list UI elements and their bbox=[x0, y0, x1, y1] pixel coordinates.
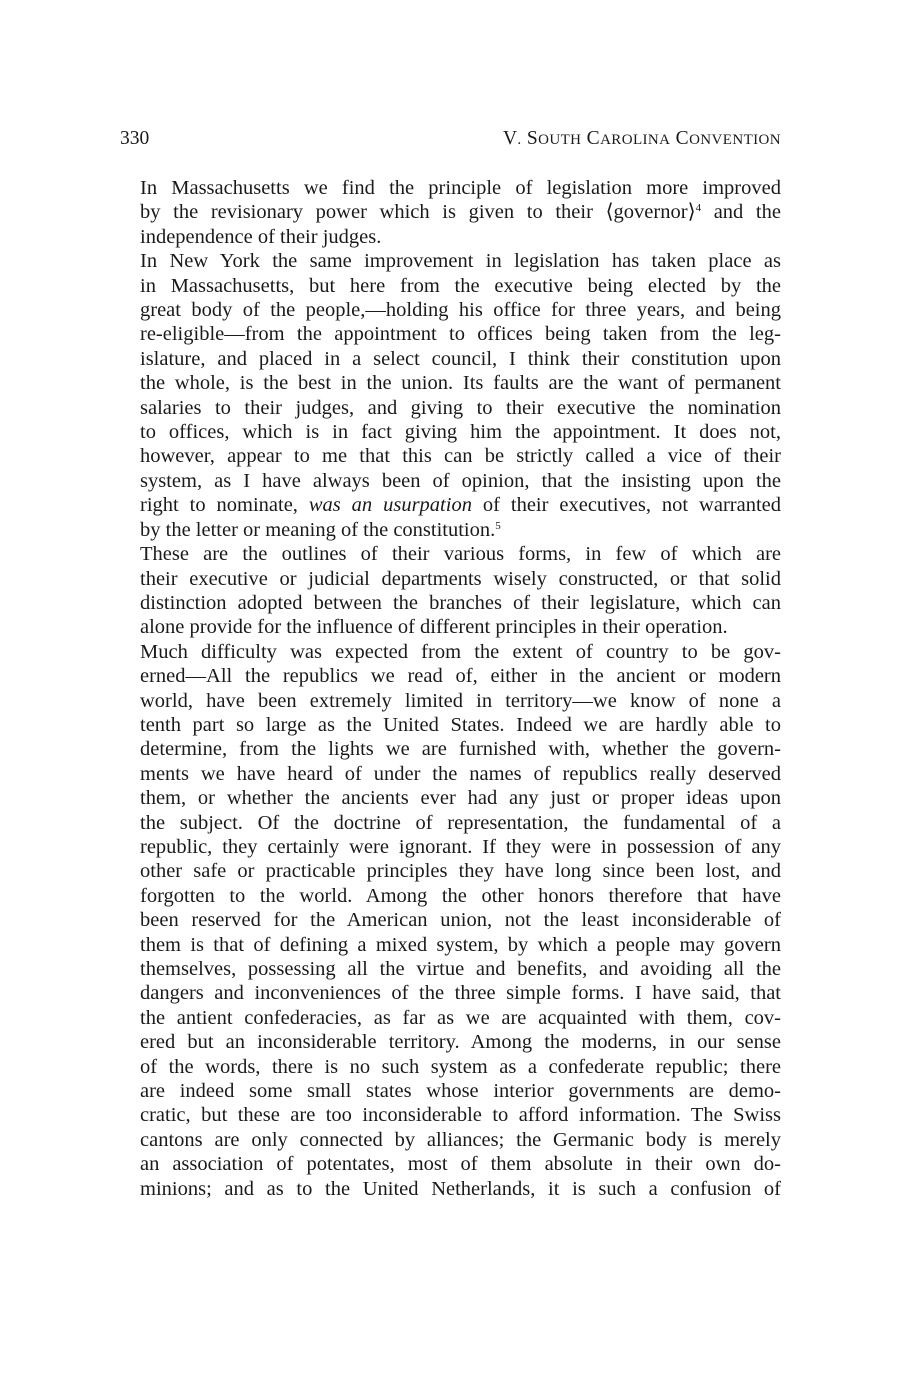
text-line: in Massachusetts, but here from the executive being elected by the bbox=[140, 274, 781, 297]
text-line: however, appear to me that this can be strictly called a vice of their bbox=[140, 445, 781, 468]
text-line: forgotten to the world. Among the other honors therefore that have bbox=[140, 884, 781, 907]
text-line: ered but an inconsiderable territory. Among the moderns, in our sense bbox=[140, 1031, 781, 1054]
text-line: system, as I have always been of opinion, that the insisting upon the bbox=[140, 469, 781, 492]
text-line: In New York the same improvement in legislation has taken place as bbox=[140, 250, 781, 273]
text-line: their executive or judicial departments wisely constructed, or that solid bbox=[140, 567, 781, 590]
text-line: tenth part so large as the United States. Indeed we are hardly able to bbox=[140, 713, 781, 736]
text-line: the whole, is the best in the union. Its faults are the want of permanent bbox=[140, 372, 781, 395]
text-line: republic, they certainly were ignorant. If they were in possession of any bbox=[140, 835, 781, 858]
text-line: alone provide for the influence of different principles in their operation. bbox=[140, 616, 728, 639]
body-text bbox=[120, 176, 781, 1201]
text-line: In Massachusetts we find the principle of legislation more improved bbox=[140, 177, 781, 199]
text-line: islature, and placed in a select council, I think their constitution upon bbox=[140, 347, 781, 370]
text-line: of the words, there is no such system as a confederate republic; there bbox=[140, 1055, 781, 1078]
paragraph-extent-of-country bbox=[120, 640, 781, 1201]
paragraph-new-york bbox=[120, 249, 781, 542]
italic-phrase: was an usurpation bbox=[308, 494, 472, 517]
text-segment: right to nominate, bbox=[140, 494, 309, 517]
paragraph-outlines bbox=[120, 542, 781, 640]
text-line: great body of the people,—holding his office for three years, and being bbox=[140, 299, 781, 322]
running-head bbox=[120, 128, 781, 156]
text-segment: of their executives, not warranted bbox=[471, 494, 781, 517]
text-segment: and the bbox=[701, 201, 781, 224]
footnote-ref: 4 bbox=[695, 202, 702, 215]
text-line: dangers and inconveniences of the three simple forms. I have said, that bbox=[140, 982, 781, 1005]
text-line: other safe or practicable principles they have long since been lost, and bbox=[140, 860, 781, 883]
text-segment: by the letter or meaning of the constitution. bbox=[140, 518, 496, 541]
text-line: ments we have heard of under the names of republics really deserved bbox=[140, 762, 781, 785]
text-line: them, or whether the ancients ever had any just or proper ideas upon bbox=[140, 787, 781, 810]
text-line: are indeed some small states whose interior governments are demo- bbox=[140, 1080, 781, 1103]
text-line: an association of potentates, most of them absolute in their own do- bbox=[140, 1153, 781, 1176]
text-line: the antient confederacies, as far as we are acquainted with them, cov- bbox=[140, 1006, 781, 1029]
text-line: world, have been extremely limited in territory—we know of none a bbox=[140, 689, 781, 712]
paragraph-massachusetts bbox=[120, 176, 781, 249]
text-line: Much difficulty was expected from the extent of country to be gov- bbox=[140, 640, 781, 663]
text-segment: by the revisionary power which is given to their ⟨governor⟩ bbox=[140, 201, 696, 224]
text-line: the subject. Of the doctrine of representation, the fundamental of a bbox=[140, 811, 781, 834]
text-line: to offices, which is in fact giving him the appointment. It does not, bbox=[140, 421, 781, 444]
text-line bbox=[120, 200, 781, 224]
text-line: independence of their judges. bbox=[140, 225, 382, 248]
text-line: been reserved for the American union, not the least inconsiderable of bbox=[140, 909, 781, 932]
footnote-ref: 5 bbox=[495, 519, 501, 532]
text-line: re-eligible—from the appointment to offices being taken from the leg- bbox=[140, 323, 781, 346]
page-number: 330 bbox=[120, 128, 150, 149]
text-line: erned—All the republics we read of, either in the ancient or modern bbox=[140, 665, 781, 688]
text-line: minions; and as to the United Netherlands, it is such a confusion of bbox=[140, 1177, 781, 1200]
text-line: themselves, possessing all the virtue and benefits, and avoiding all the bbox=[140, 958, 781, 980]
text-line bbox=[120, 518, 781, 542]
text-line: These are the outlines of their various forms, in few of which are bbox=[140, 543, 781, 566]
text-line: salaries to their judges, and giving to their executive the nomination bbox=[140, 396, 781, 419]
text-line: cratic, but these are too inconsiderable to afford information. The Swiss bbox=[140, 1104, 781, 1127]
text-line: distinction adopted between the branches of their legislature, which can bbox=[140, 591, 781, 614]
text-line: determine, from the lights we are furnished with, whether the govern- bbox=[140, 738, 781, 761]
text-line: them is that of defining a mixed system, by which a people may govern bbox=[140, 933, 781, 956]
running-title: V. SOUTH CAROLINA CONVENTION bbox=[502, 128, 781, 149]
text-line: cantons are only connected by alliances; the Germanic body is merely bbox=[140, 1128, 781, 1151]
text-line bbox=[120, 493, 781, 517]
